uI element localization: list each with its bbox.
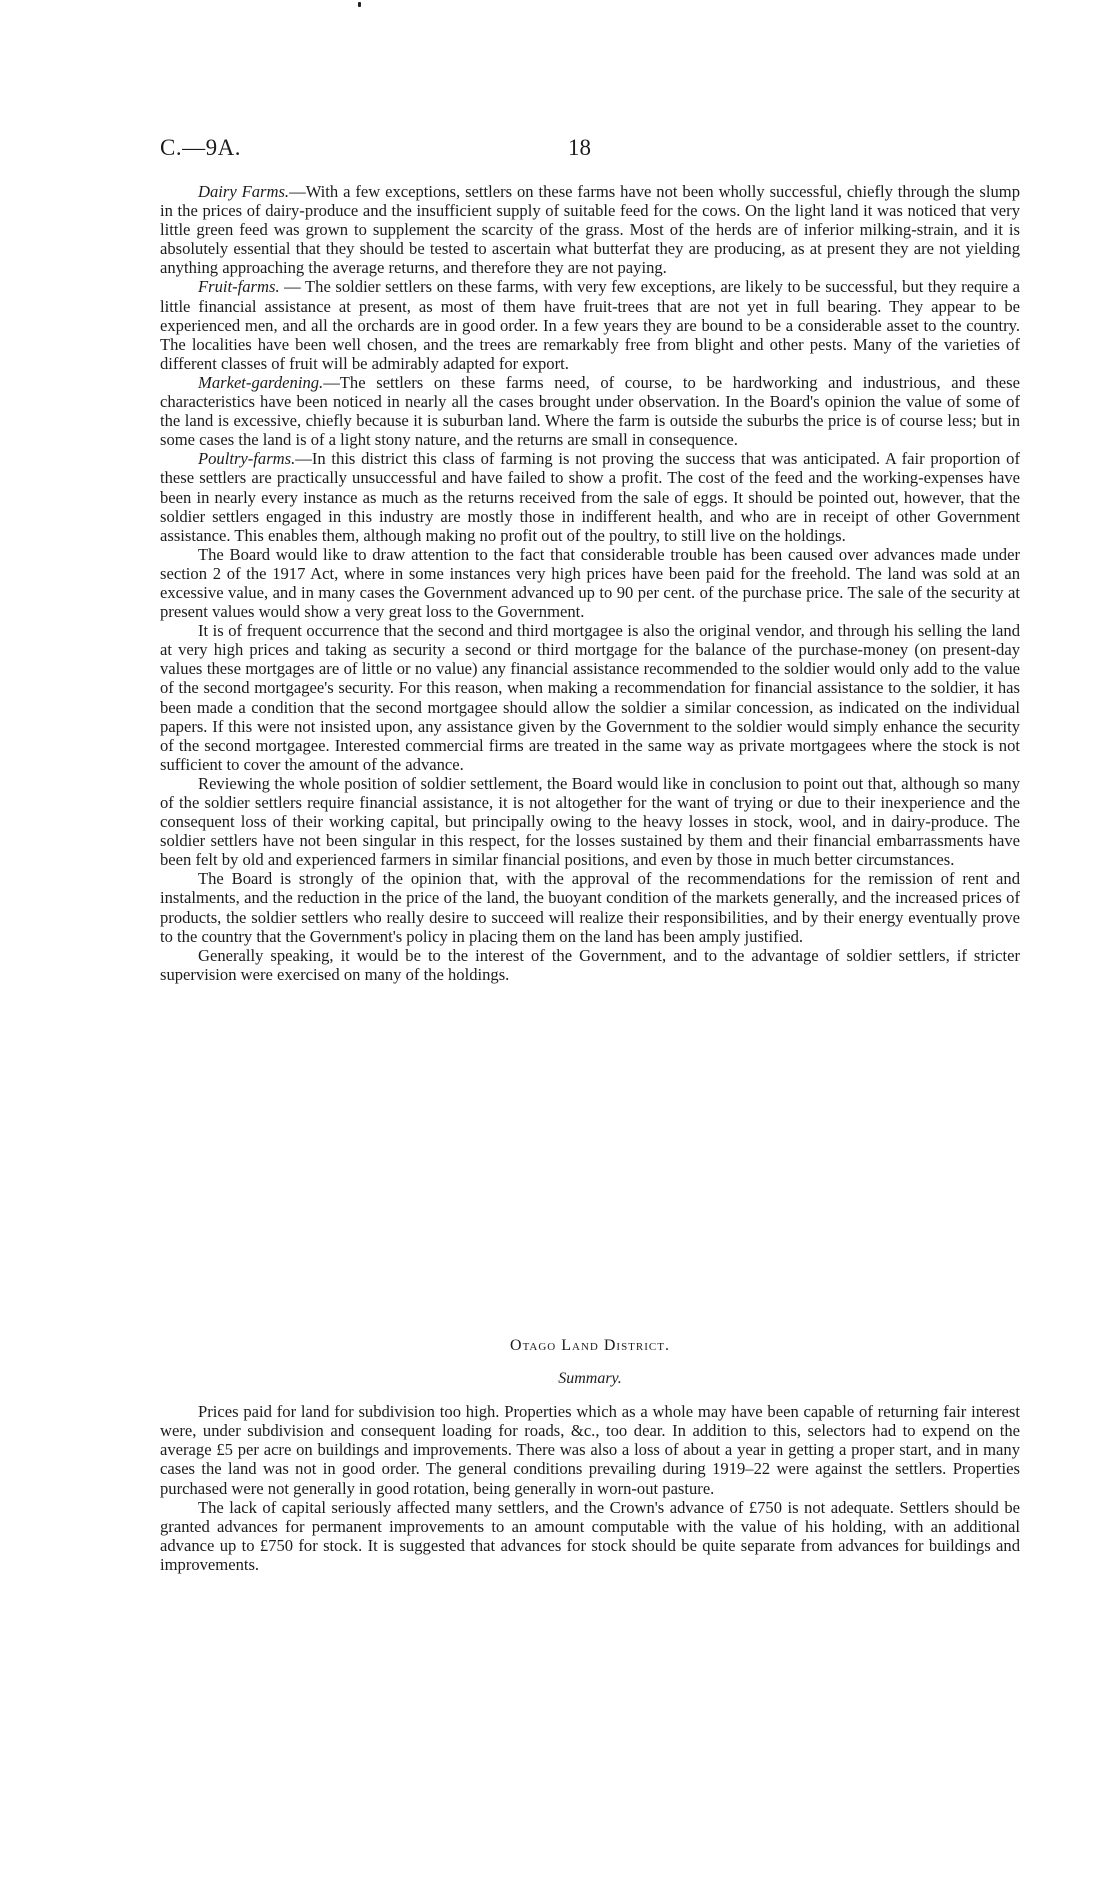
paragraph-poultry-farms [160, 449, 1020, 544]
section-subtitle: Summary. [558, 1370, 622, 1388]
paragraph-lead: Dairy Farms. [198, 182, 290, 201]
otago-section [160, 1336, 1020, 1574]
summary-paragraph: The lack of capital seriously affected many settlers, and the Crown's advance of £750 is not adequate. Settlers should be granted advances for permanent improvements to an amount computable with the value of his holding, with an additional advance up to £750 for stock. It is suggested that advances for stock should be quite separate from advances for buildings and improvements. [160, 1497, 1020, 1574]
paragraph-text: The Board would like to draw attention to the fact that considerable trouble has been caused over advances made under section 2 of the 1917 Act, where in some instances very high prices have been paid for the freehold. The land was sold at an excessive value, and in many cases the Government advanced up to 90 per cent. of the purchase price. The sale of the security at present values would show a very great loss to the Government. [160, 544, 1020, 622]
paragraph-market-gardening [160, 373, 1020, 449]
paragraph-board-opinion [160, 869, 1020, 945]
paragraph-text: — The soldier settlers on these farms, with very few exceptions, are likely to be successful, but they require a little financial assistance at present, as most of them have fruit-trees that are not yet in full bearing. They appear to be experienced men, and all the orchards are in good order. In a few years they are bound to be a considerable asset to the country. The localities have been well chosen, and the trees are remarkably free from blight and other pests. Many of the varieties of different classes of fruit will be admirably adapted for export. [160, 277, 1020, 373]
paragraph-text: —The settlers on these farms need, of course, to be hardworking and industrious, and these characteristics have been noticed in nearly all the cases brought under observation. In the Board's opinion the value of some of the land is excessive, chiefly because it is suburban land. Where the farm is outside the suburbs the price is of course less; but in some cases the land is of a light stony nature, and the returns are small in consequence. [160, 372, 1020, 450]
paragraph-text: Generally speaking, it would be to the interest of the Government, and to the advantage of soldier settlers, if stricter supervision were exercised on many of the holdings. [160, 945, 1020, 984]
print-speck [358, 2, 361, 7]
paragraph-supervision [160, 946, 1020, 984]
paragraph-text: —With a few exceptions, settlers on these farms have not been wholly successful, chiefly through the slump in the prices of dairy-produce and the insufficient supply of suitable feed for the cows. On the light land it was noticed that very little green feed was grown to supplement the scarcity of the grass. Most of the herds are of inferior milking-strain, and it is absolutely essential that they should be tested to ascertain what butterfat they are producing, as at present they are not yielding anything approaching the average returns, and therefore they are not paying. [160, 182, 1021, 278]
paragraph-text: It is of frequent occurrence that the second and third mortgagee is also the original vendor, and through his selling the land at very high prices and taking as security a second or third mortgage for the balance of the purchase-money (on present-day values these mortgages are of little or no value) any financial assistance recommended to the soldier would only add to the value of the second mortgagee's security. For this reason, when making a recommendation for financial assistance to the soldier, it has been made a condition that the second mortgagee should allow the soldier a similar concession, as indicated on the individual papers. If this were not insisted upon, any assistance given by the Government to the soldier would simply enhance the security of the second mortgagee. Interested commercial firms are treated in the same way as private mortgagees where the stock is not sufficient to cover the amount of the advance. [160, 621, 1020, 774]
page-number: 18 [568, 135, 591, 160]
paragraph-advances [160, 545, 1020, 621]
page-header [160, 135, 1020, 175]
document-reference: C.—9A. [160, 135, 241, 160]
paragraph-lead: Fruit-farms. [198, 277, 280, 297]
paragraph-mortgagee [160, 621, 1020, 774]
paragraph-lead: Market-gardening. [198, 372, 324, 392]
paragraph-text: —In this district this class of farming is not proving the success that was anticipated. A fair proportion of these settlers are practically unsuccessful and have failed to show a profit. The cost of the feed and the working-expenses have been in nearly every instance as much as the returns received from the sale of eggs. It should be pointed out, however, that the soldier settlers engaged in this industry are mostly those in indifferent health, and who are in receipt of other Government assistance. This enables them, although making no profit out of the poultry, to still live on the holdings. [160, 449, 1020, 545]
report-body [160, 182, 1020, 984]
section-title: Otago Land District. [510, 1337, 670, 1354]
paragraph-lead: Poultry-farms. [198, 449, 296, 469]
summary-paragraph: Prices paid for land for subdivision too high. Properties which as a whole may have been capable of returning fair interest were, under subdivision and consequent loading for roads, &c., too dear. In addition to this, selectors had to expend on the average £5 per acre on buildings and improvements. There was also a loss of about a year in getting a proper start, and in many cases the land was not in good order. The general conditions prevailing during 1919–22 were against the settlers. Properties purchased were not generally in good rotation, being generally in worn-out pasture. [160, 1402, 1020, 1498]
paragraph-dairy-farms [160, 182, 1020, 277]
paragraph-fruit-farms [160, 277, 1020, 372]
paragraph-text: Reviewing the whole position of soldier settlement, the Board would like in conclusion to point out that, although so many of the soldier settlers require financial assistance, it is not altogether for the want of trying or due to their inexperience and the consequent loss of their working capital, but principally owing to the heavy losses in stock, wool, and in dairy-produce. The soldier settlers have not been singular in this respect, for the losses sustained by them and their financial embarrassments have been felt by old and experienced farmers in similar financial positions, and even by those in much better circumstances. [160, 773, 1020, 870]
paragraph-text: The Board is strongly of the opinion that, with the approval of the recommendations for the remission of rent and instalments, and the reduction in the price of the land, the buoyant condition of the markets generally, and the increased prices of products, the soldier settlers who really desire to succeed will realize their responsibilities, and by their energy eventually prove to the country that the Government's policy in placing them on the land has been amply justified. [160, 869, 1020, 946]
paragraph-reviewing [160, 774, 1020, 869]
